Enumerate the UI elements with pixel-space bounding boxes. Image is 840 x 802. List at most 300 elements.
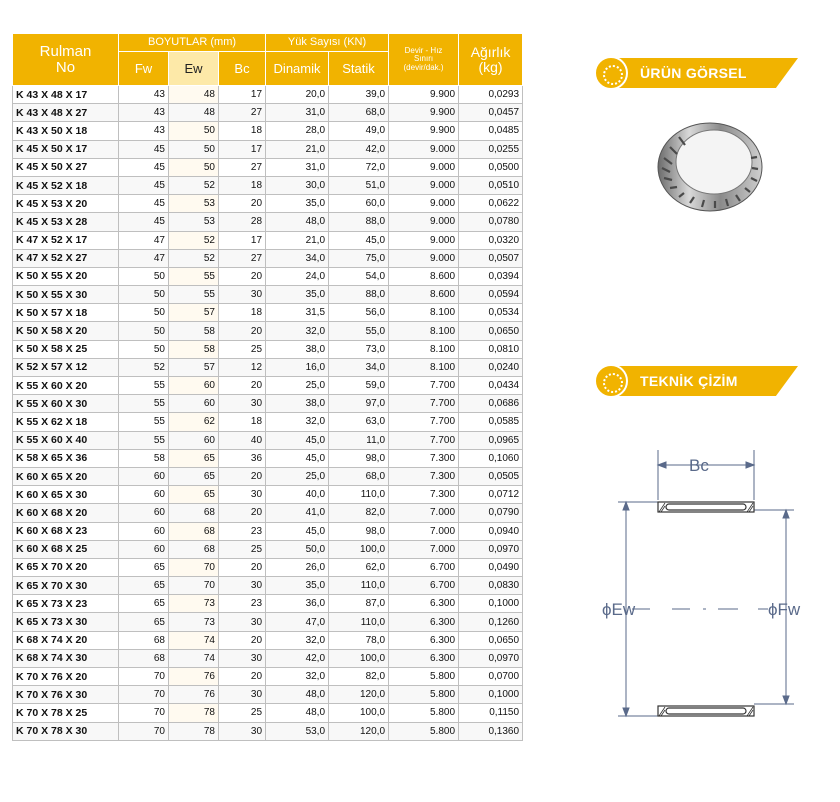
dinamik-cell: 31,5: [266, 304, 329, 322]
statik-cell: 42,0: [329, 140, 389, 158]
table-row: [13, 304, 523, 322]
dinamik-cell: 42,0: [266, 649, 329, 667]
devir-cell: 9.000: [389, 213, 459, 231]
dinamik-cell: 31,0: [266, 104, 329, 122]
statik-cell: 56,0: [329, 304, 389, 322]
agirlik-cell: 0,0940: [459, 522, 523, 540]
table-row: [13, 213, 523, 231]
header-agirlik: Ağırlık (kg): [459, 34, 523, 86]
statik-cell: 63,0: [329, 413, 389, 431]
table-row: [13, 722, 523, 740]
dinamik-cell: 32,0: [266, 631, 329, 649]
row-name: K 55 X 62 X 18: [13, 413, 119, 431]
ew-cell: 60: [169, 395, 219, 413]
fw-cell: 50: [119, 340, 169, 358]
statik-cell: 55,0: [329, 322, 389, 340]
spec-table: [12, 33, 523, 741]
devir-cell: 9.000: [389, 176, 459, 194]
statik-cell: 88,0: [329, 213, 389, 231]
statik-cell: 110,0: [329, 486, 389, 504]
agirlik-cell: 0,0507: [459, 249, 523, 267]
header-bc: Bc: [219, 52, 266, 86]
dinamik-cell: 32,0: [266, 322, 329, 340]
ew-cell: 57: [169, 358, 219, 376]
fw-cell: 50: [119, 322, 169, 340]
bc-cell: 17: [219, 140, 266, 158]
table-row: [13, 686, 523, 704]
fw-cell: 50: [119, 267, 169, 285]
bc-cell: 23: [219, 595, 266, 613]
row-name: K 55 X 60 X 20: [13, 377, 119, 395]
dinamik-cell: 47,0: [266, 613, 329, 631]
table-row: [13, 231, 523, 249]
devir-cell: 7.000: [389, 540, 459, 558]
bc-cell: 18: [219, 413, 266, 431]
ew-cell: 48: [169, 86, 219, 104]
table-row: [13, 340, 523, 358]
row-name: K 68 X 74 X 30: [13, 649, 119, 667]
statik-cell: 34,0: [329, 358, 389, 376]
dinamik-cell: 35,0: [266, 286, 329, 304]
statik-cell: 120,0: [329, 686, 389, 704]
bc-cell: 20: [219, 195, 266, 213]
table-row: [13, 176, 523, 194]
statik-cell: 97,0: [329, 395, 389, 413]
row-name: K 60 X 68 X 20: [13, 504, 119, 522]
table-row: [13, 377, 523, 395]
agirlik-cell: 0,0830: [459, 577, 523, 595]
bc-cell: 30: [219, 395, 266, 413]
agirlik-cell: 0,0457: [459, 104, 523, 122]
ew-cell: 50: [169, 122, 219, 140]
devir-cell: 5.800: [389, 668, 459, 686]
dinamik-cell: 53,0: [266, 722, 329, 740]
dinamik-cell: 35,0: [266, 195, 329, 213]
header-fw: Fw: [119, 52, 169, 86]
bc-cell: 30: [219, 722, 266, 740]
devir-cell: 7.300: [389, 486, 459, 504]
agirlik-cell: 0,1000: [459, 686, 523, 704]
ew-cell: 57: [169, 304, 219, 322]
agirlik-cell: 0,0712: [459, 486, 523, 504]
devir-cell: 9.900: [389, 104, 459, 122]
agirlik-cell: 0,0585: [459, 413, 523, 431]
devir-cell: 7.300: [389, 449, 459, 467]
row-name: K 45 X 50 X 27: [13, 158, 119, 176]
agirlik-cell: 0,0490: [459, 558, 523, 576]
agirlik-cell: 0,0965: [459, 431, 523, 449]
bc-cell: 20: [219, 558, 266, 576]
row-name: K 65 X 73 X 30: [13, 613, 119, 631]
devir-cell: 9.000: [389, 140, 459, 158]
fw-cell: 70: [119, 722, 169, 740]
statik-cell: 75,0: [329, 249, 389, 267]
technical-drawing: [598, 440, 818, 730]
agirlik-cell: 0,0485: [459, 122, 523, 140]
table-row: [13, 286, 523, 304]
devir-cell: 6.300: [389, 631, 459, 649]
devir-cell: 9.900: [389, 86, 459, 104]
row-name: K 60 X 68 X 23: [13, 522, 119, 540]
bc-cell: 28: [219, 213, 266, 231]
row-name: K 55 X 60 X 40: [13, 431, 119, 449]
table-row: [13, 613, 523, 631]
header-devir: Devir - Hız Sınırı (devir/dak.): [389, 34, 459, 86]
dinamik-cell: 48,0: [266, 686, 329, 704]
agirlik-cell: 0,0500: [459, 158, 523, 176]
devir-cell: 9.000: [389, 231, 459, 249]
header-rulman-no: Rulman No: [13, 34, 119, 86]
statik-cell: 78,0: [329, 631, 389, 649]
bc-cell: 30: [219, 649, 266, 667]
ew-cell: 55: [169, 286, 219, 304]
dinamik-cell: 45,0: [266, 449, 329, 467]
table-row: [13, 358, 523, 376]
fw-cell: 55: [119, 431, 169, 449]
fw-cell: 43: [119, 122, 169, 140]
header-yuk-sayisi: Yük Sayısı (KN): [266, 34, 389, 52]
fw-cell: 45: [119, 195, 169, 213]
drawing-banner: [594, 366, 798, 396]
dinamik-cell: 36,0: [266, 595, 329, 613]
ew-cell: 50: [169, 140, 219, 158]
fw-cell: 43: [119, 86, 169, 104]
ew-label: ϕEw: [602, 600, 636, 619]
statik-cell: 87,0: [329, 595, 389, 613]
row-name: K 58 X 65 X 36: [13, 449, 119, 467]
header-boyutlar: BOYUTLAR (mm): [119, 34, 266, 52]
devir-cell: 8.100: [389, 322, 459, 340]
bc-cell: 18: [219, 304, 266, 322]
ew-cell: 53: [169, 195, 219, 213]
ew-cell: 50: [169, 158, 219, 176]
bearing-ring-icon: [594, 56, 628, 90]
fw-cell: 50: [119, 286, 169, 304]
ew-cell: 48: [169, 104, 219, 122]
devir-cell: 7.000: [389, 522, 459, 540]
agirlik-cell: 0,1260: [459, 613, 523, 631]
fw-cell: 68: [119, 631, 169, 649]
agirlik-cell: 0,1000: [459, 595, 523, 613]
statik-cell: 39,0: [329, 86, 389, 104]
row-name: K 55 X 60 X 30: [13, 395, 119, 413]
agirlik-cell: 0,0790: [459, 504, 523, 522]
row-name: K 50 X 58 X 20: [13, 322, 119, 340]
ew-cell: 65: [169, 486, 219, 504]
bc-cell: 17: [219, 86, 266, 104]
row-name: K 45 X 53 X 20: [13, 195, 119, 213]
bc-cell: 30: [219, 577, 266, 595]
bc-cell: 36: [219, 449, 266, 467]
table-row: [13, 486, 523, 504]
bc-cell: 30: [219, 486, 266, 504]
dinamik-cell: 28,0: [266, 122, 329, 140]
bc-cell: 20: [219, 267, 266, 285]
fw-cell: 55: [119, 413, 169, 431]
bc-cell: 20: [219, 377, 266, 395]
bc-cell: 20: [219, 322, 266, 340]
row-name: K 52 X 57 X 12: [13, 358, 119, 376]
agirlik-cell: 0,1360: [459, 722, 523, 740]
devir-cell: 9.000: [389, 158, 459, 176]
ew-cell: 68: [169, 504, 219, 522]
table-row: [13, 595, 523, 613]
agirlik-cell: 0,0700: [459, 668, 523, 686]
statik-cell: 88,0: [329, 286, 389, 304]
table-row: [13, 449, 523, 467]
agirlik-cell: 0,0293: [459, 86, 523, 104]
devir-cell: 7.700: [389, 395, 459, 413]
row-name: K 65 X 70 X 20: [13, 558, 119, 576]
row-name: K 70 X 76 X 20: [13, 668, 119, 686]
row-name: K 60 X 65 X 30: [13, 486, 119, 504]
table-row: [13, 267, 523, 285]
drawing-banner-label: TEKNİK ÇİZİM: [640, 373, 738, 389]
devir-cell: 6.700: [389, 558, 459, 576]
devir-cell: 9.000: [389, 249, 459, 267]
statik-cell: 98,0: [329, 522, 389, 540]
statik-cell: 120,0: [329, 722, 389, 740]
fw-cell: 65: [119, 558, 169, 576]
dinamik-cell: 25,0: [266, 377, 329, 395]
dinamik-cell: 48,0: [266, 213, 329, 231]
statik-cell: 68,0: [329, 104, 389, 122]
bc-cell: 40: [219, 431, 266, 449]
row-name: K 65 X 70 X 30: [13, 577, 119, 595]
bc-cell: 30: [219, 613, 266, 631]
spec-table-body: [13, 86, 523, 741]
devir-cell: 5.800: [389, 686, 459, 704]
agirlik-cell: 0,0434: [459, 377, 523, 395]
bc-cell: 12: [219, 358, 266, 376]
row-name: K 60 X 68 X 25: [13, 540, 119, 558]
table-row: [13, 140, 523, 158]
fw-cell: 60: [119, 504, 169, 522]
bc-cell: 18: [219, 176, 266, 194]
product-banner-label: ÜRÜN GÖRSEL: [640, 65, 747, 81]
statik-cell: 100,0: [329, 649, 389, 667]
dinamik-cell: 32,0: [266, 668, 329, 686]
table-row: [13, 104, 523, 122]
fw-cell: 47: [119, 231, 169, 249]
row-name: K 50 X 58 X 25: [13, 340, 119, 358]
agirlik-cell: 0,0970: [459, 649, 523, 667]
needle-bearing-image: [640, 112, 780, 222]
devir-cell: 8.100: [389, 304, 459, 322]
agirlik-cell: 0,0622: [459, 195, 523, 213]
spec-table-container: [12, 33, 522, 741]
row-name: K 45 X 53 X 28: [13, 213, 119, 231]
statik-cell: 110,0: [329, 613, 389, 631]
fw-cell: 45: [119, 140, 169, 158]
ew-cell: 60: [169, 377, 219, 395]
ew-cell: 73: [169, 613, 219, 631]
ew-cell: 53: [169, 213, 219, 231]
statik-cell: 82,0: [329, 668, 389, 686]
agirlik-cell: 0,0320: [459, 231, 523, 249]
table-row: [13, 704, 523, 722]
table-row: [13, 577, 523, 595]
row-name: K 50 X 55 X 20: [13, 267, 119, 285]
statik-cell: 82,0: [329, 504, 389, 522]
devir-cell: 7.700: [389, 377, 459, 395]
table-row: [13, 322, 523, 340]
fw-cell: 43: [119, 104, 169, 122]
fw-cell: 55: [119, 377, 169, 395]
header-dinamik: Dinamik: [266, 52, 329, 86]
table-row: [13, 195, 523, 213]
fw-cell: 45: [119, 176, 169, 194]
agirlik-cell: 0,0594: [459, 286, 523, 304]
statik-cell: 100,0: [329, 704, 389, 722]
ew-cell: 74: [169, 631, 219, 649]
agirlik-cell: 0,0255: [459, 140, 523, 158]
row-name: K 68 X 74 X 20: [13, 631, 119, 649]
dinamik-cell: 16,0: [266, 358, 329, 376]
fw-cell: 70: [119, 704, 169, 722]
row-name: K 43 X 50 X 18: [13, 122, 119, 140]
devir-cell: 6.700: [389, 577, 459, 595]
row-name: K 50 X 57 X 18: [13, 304, 119, 322]
agirlik-cell: 0,0534: [459, 304, 523, 322]
dinamik-cell: 41,0: [266, 504, 329, 522]
fw-cell: 70: [119, 668, 169, 686]
bc-cell: 30: [219, 286, 266, 304]
bc-cell: 20: [219, 668, 266, 686]
ew-cell: 58: [169, 322, 219, 340]
table-row: [13, 249, 523, 267]
statik-cell: 72,0: [329, 158, 389, 176]
devir-cell: 7.300: [389, 467, 459, 485]
table-row: [13, 467, 523, 485]
table-row: [13, 158, 523, 176]
fw-cell: 52: [119, 358, 169, 376]
dinamik-cell: 38,0: [266, 395, 329, 413]
dinamik-cell: 45,0: [266, 522, 329, 540]
table-row: [13, 558, 523, 576]
table-row: [13, 649, 523, 667]
row-name: K 45 X 50 X 17: [13, 140, 119, 158]
fw-cell: 60: [119, 486, 169, 504]
dinamik-cell: 31,0: [266, 158, 329, 176]
dinamik-cell: 50,0: [266, 540, 329, 558]
table-row: [13, 504, 523, 522]
ew-cell: 76: [169, 686, 219, 704]
ew-cell: 52: [169, 231, 219, 249]
table-row: [13, 431, 523, 449]
statik-cell: 62,0: [329, 558, 389, 576]
ew-cell: 68: [169, 522, 219, 540]
agirlik-cell: 0,0505: [459, 467, 523, 485]
statik-cell: 49,0: [329, 122, 389, 140]
bc-cell: 27: [219, 249, 266, 267]
fw-cell: 55: [119, 395, 169, 413]
table-row: [13, 668, 523, 686]
agirlik-cell: 0,0650: [459, 322, 523, 340]
devir-cell: 9.900: [389, 122, 459, 140]
bc-cell: 25: [219, 704, 266, 722]
ew-cell: 70: [169, 558, 219, 576]
table-row: [13, 540, 523, 558]
ew-cell: 78: [169, 722, 219, 740]
devir-cell: 5.800: [389, 704, 459, 722]
dinamik-cell: 35,0: [266, 577, 329, 595]
fw-label: ϕFw: [768, 600, 801, 619]
devir-cell: 8.100: [389, 358, 459, 376]
ew-cell: 58: [169, 340, 219, 358]
bc-cell: 25: [219, 540, 266, 558]
bc-label: Bc: [689, 456, 709, 475]
agirlik-cell: 0,1150: [459, 704, 523, 722]
dinamik-cell: 30,0: [266, 176, 329, 194]
dinamik-cell: 34,0: [266, 249, 329, 267]
bc-cell: 17: [219, 231, 266, 249]
dinamik-cell: 45,0: [266, 431, 329, 449]
fw-cell: 58: [119, 449, 169, 467]
ew-cell: 65: [169, 467, 219, 485]
fw-cell: 50: [119, 304, 169, 322]
bc-cell: 20: [219, 467, 266, 485]
agirlik-cell: 0,0810: [459, 340, 523, 358]
dinamik-cell: 24,0: [266, 267, 329, 285]
devir-cell: 8.100: [389, 340, 459, 358]
row-name: K 43 X 48 X 17: [13, 86, 119, 104]
bearing-ring-icon: [594, 364, 628, 398]
statik-cell: 59,0: [329, 377, 389, 395]
statik-cell: 110,0: [329, 577, 389, 595]
fw-cell: 60: [119, 540, 169, 558]
fw-cell: 70: [119, 686, 169, 704]
ew-cell: 78: [169, 704, 219, 722]
agirlik-cell: 0,0650: [459, 631, 523, 649]
dinamik-cell: 26,0: [266, 558, 329, 576]
bc-cell: 27: [219, 158, 266, 176]
bc-cell: 20: [219, 631, 266, 649]
table-row: [13, 413, 523, 431]
devir-cell: 8.600: [389, 267, 459, 285]
fw-cell: 60: [119, 467, 169, 485]
bc-cell: 20: [219, 504, 266, 522]
table-row: [13, 86, 523, 104]
fw-cell: 65: [119, 613, 169, 631]
row-name: K 70 X 78 X 25: [13, 704, 119, 722]
agirlik-cell: 0,0780: [459, 213, 523, 231]
table-row: [13, 395, 523, 413]
agirlik-cell: 0,0240: [459, 358, 523, 376]
statik-cell: 73,0: [329, 340, 389, 358]
dinamik-cell: 48,0: [266, 704, 329, 722]
row-name: K 45 X 52 X 18: [13, 176, 119, 194]
statik-cell: 68,0: [329, 467, 389, 485]
ew-cell: 52: [169, 249, 219, 267]
table-row: [13, 631, 523, 649]
dinamik-cell: 20,0: [266, 86, 329, 104]
ew-cell: 70: [169, 577, 219, 595]
ew-cell: 60: [169, 431, 219, 449]
row-name: K 70 X 78 X 30: [13, 722, 119, 740]
dinamik-cell: 21,0: [266, 231, 329, 249]
fw-cell: 68: [119, 649, 169, 667]
ew-cell: 65: [169, 449, 219, 467]
fw-cell: 47: [119, 249, 169, 267]
bc-cell: 18: [219, 122, 266, 140]
row-name: K 65 X 73 X 23: [13, 595, 119, 613]
statik-cell: 60,0: [329, 195, 389, 213]
ew-cell: 74: [169, 649, 219, 667]
row-name: K 60 X 65 X 20: [13, 467, 119, 485]
agirlik-cell: 0,0686: [459, 395, 523, 413]
statik-cell: 45,0: [329, 231, 389, 249]
